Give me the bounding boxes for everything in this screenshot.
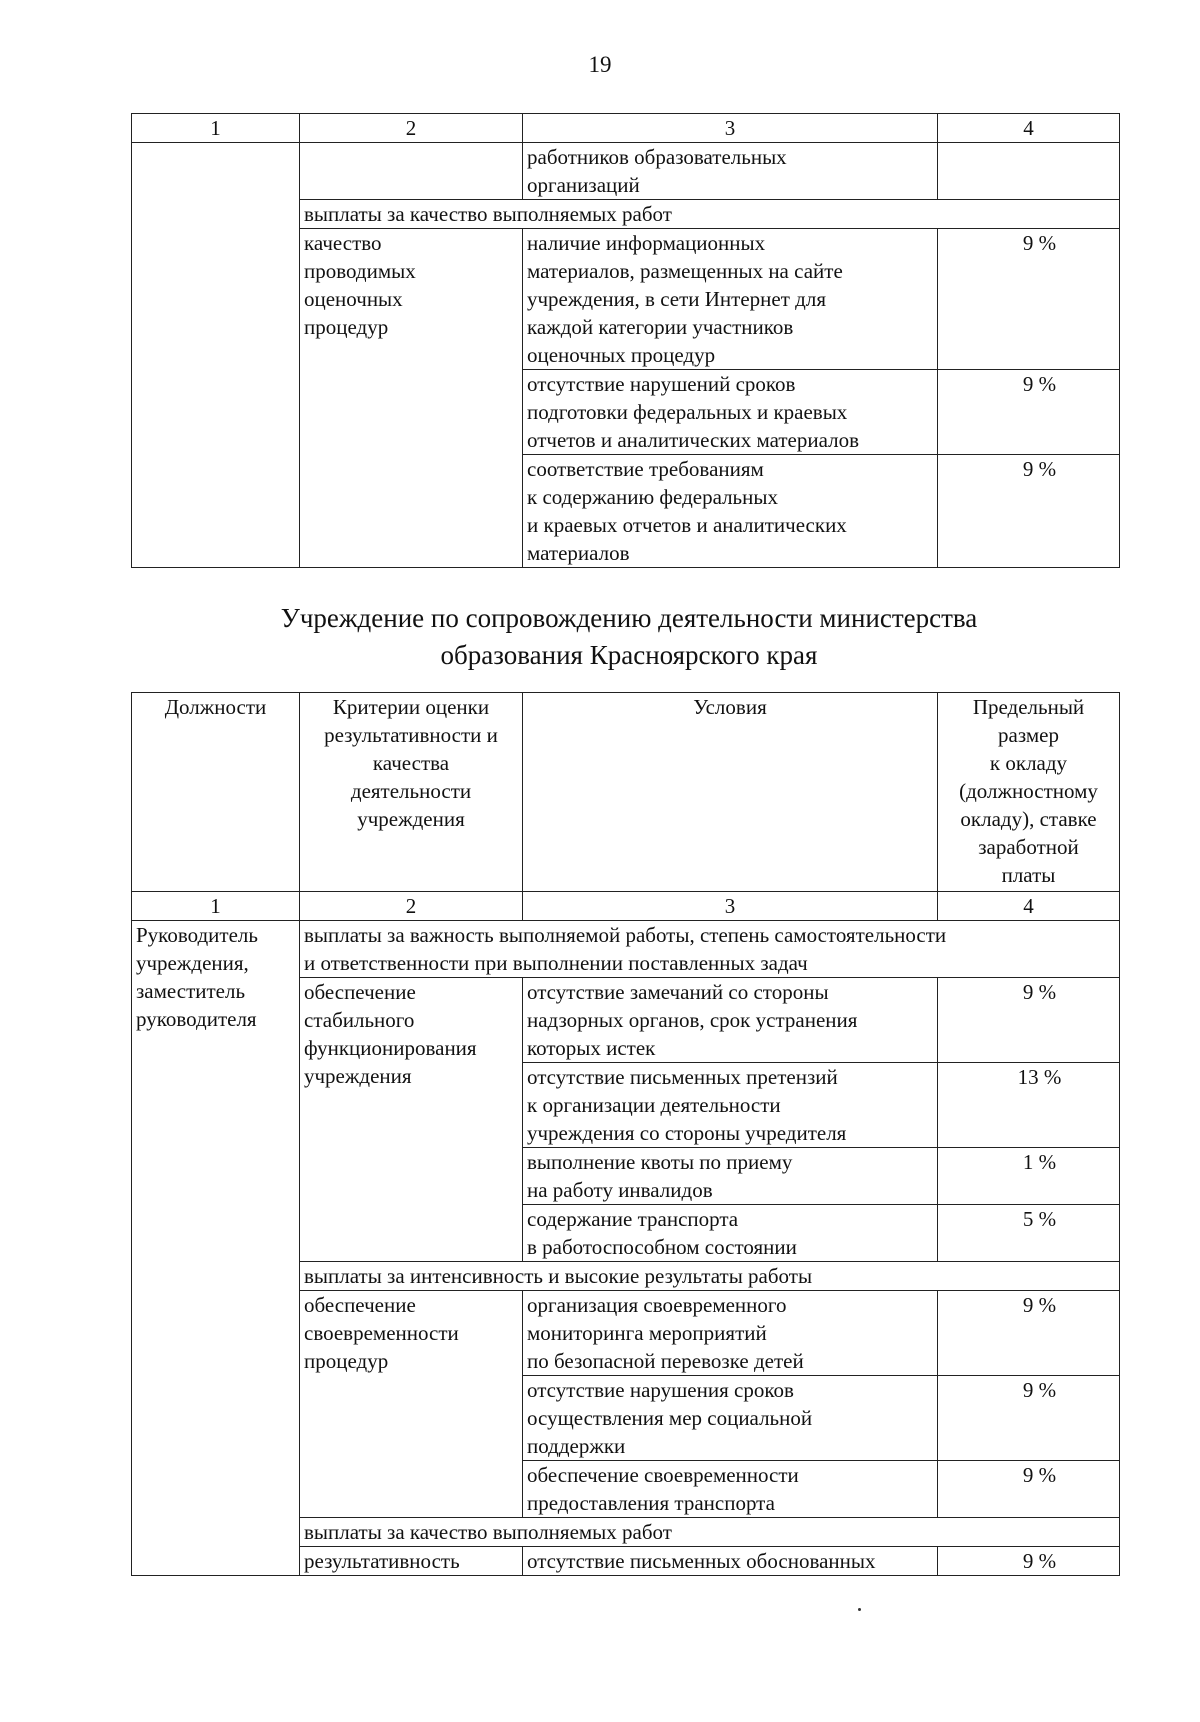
condition-cell: организация своевременного мониторинга мероприятий по безопасной перевозке детей (523, 1291, 938, 1376)
column-number-1: 1 (132, 114, 300, 143)
value-cell (938, 143, 1120, 200)
criterion-cell: качество проводимых оценочных процедур (300, 229, 523, 568)
column-number-1: 1 (132, 892, 300, 921)
condition-cell: отсутствие нарушений сроков подготовки федеральных и краевых отчетов и аналитических материалов (523, 370, 938, 455)
condition-cell: отсутствие нарушения сроков осуществления мер социальной поддержки (523, 1376, 938, 1461)
condition-cell: содержание транспорта в работоспособном состоянии (523, 1205, 938, 1262)
header-limit: Предельный размер к окладу (должностному окладу), ставке заработной платы (938, 693, 1120, 892)
criterion-cell: обеспечение стабильного функционирования учреждения (300, 978, 523, 1262)
value-cell: 9 % (938, 229, 1120, 370)
value-cell: 1 % (938, 1148, 1120, 1205)
header-criteria: Критерии оценки результативности и качества деятельности учреждения (300, 693, 523, 892)
condition-cell: работников образовательных организаций (523, 143, 938, 200)
condition-cell: выполнение квоты по приему на работу инвалидов (523, 1148, 938, 1205)
criterion-cell: обеспечение своевременности процедур (300, 1291, 523, 1518)
column-number-row (132, 892, 1120, 921)
position-cell: Руководитель учреждения, заместитель руководителя (132, 921, 300, 1576)
criteria-table-continued (131, 113, 1120, 568)
column-number-2: 2 (300, 114, 523, 143)
value-cell: 9 % (938, 1461, 1120, 1518)
value-cell: 9 % (938, 455, 1120, 568)
group-header: выплаты за важность выполняемой работы, степень самостоятельности и ответственности при выполнении поставленных задач (300, 921, 1120, 978)
condition-cell: обеспечение своевременности предоставления транспорта (523, 1461, 938, 1518)
value-cell: 9 % (938, 1291, 1120, 1376)
value-cell: 9 % (938, 1376, 1120, 1461)
condition-cell: отсутствие замечаний со стороны надзорных органов, срок устранения которых истек (523, 978, 938, 1063)
column-number-4: 4 (938, 892, 1120, 921)
table-row (132, 143, 1120, 200)
value-cell: 9 % (938, 1547, 1120, 1576)
header-conditions: Условия (523, 693, 938, 892)
condition-cell: наличие информационных материалов, размещенных на сайте учреждения, в сети Интернет для каждой категории участников оценочных процедур (523, 229, 938, 370)
condition-cell: отсутствие письменных обоснованных (523, 1547, 938, 1576)
column-number-3: 3 (523, 114, 938, 143)
group-header: выплаты за качество выполняемых работ (300, 1518, 1120, 1547)
group-header: выплаты за качество выполняемых работ (300, 200, 1120, 229)
position-cell (132, 143, 300, 568)
group-header-row (132, 921, 1120, 978)
criterion-cell (300, 143, 523, 200)
value-cell: 13 % (938, 1063, 1120, 1148)
column-number-4: 4 (938, 114, 1120, 143)
header-row (132, 693, 1120, 892)
column-number-row (132, 114, 1120, 143)
value-cell: 5 % (938, 1205, 1120, 1262)
header-position: Должности (132, 693, 300, 892)
page-number: 19 (588, 52, 612, 77)
value-cell: 9 % (938, 978, 1120, 1063)
scan-speck (858, 1608, 861, 1611)
column-number-2: 2 (300, 892, 523, 921)
group-header: выплаты за интенсивность и высокие результаты работы (300, 1262, 1120, 1291)
criteria-table (131, 692, 1120, 1576)
criterion-cell: результативность (300, 1547, 523, 1576)
column-number-3: 3 (523, 892, 938, 921)
value-cell: 9 % (938, 370, 1120, 455)
condition-cell: отсутствие письменных претензий к организации деятельности учреждения со стороны учредителя (523, 1063, 938, 1148)
condition-cell: соответствие требованиям к содержанию федеральных и краевых отчетов и аналитических материалов (523, 455, 938, 568)
section-title: Учреждение по сопровождению деятельности министерства образования Красноярского края (280, 603, 978, 670)
